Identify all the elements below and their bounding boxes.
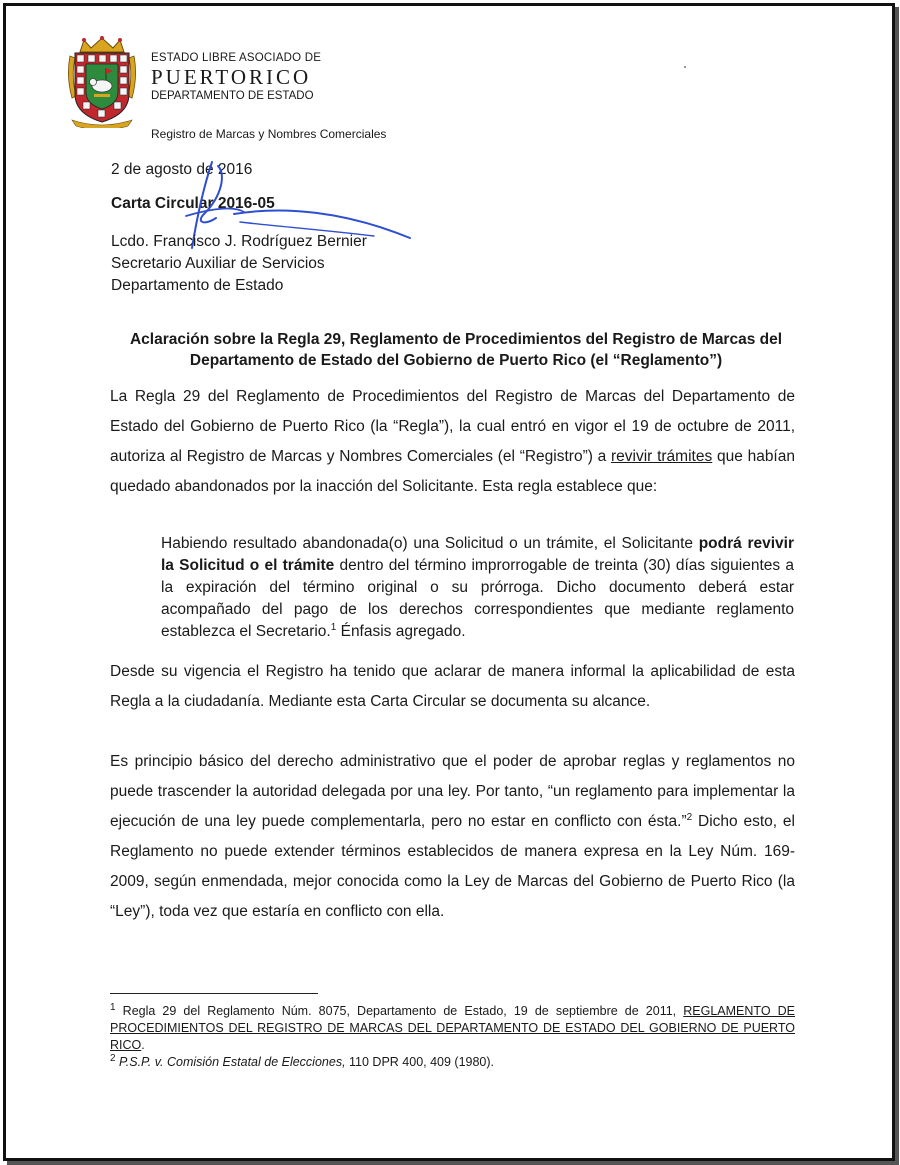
paragraph-1 [110, 382, 795, 502]
circular-number: Carta Circular 2016-05 [111, 195, 275, 212]
signer-block [111, 231, 367, 297]
footnote-2-number: 2 [110, 1052, 116, 1064]
paragraph-3-text-a: Es principio básico del derecho administrativo que el poder de aprobar reglas y reglamentos no puede trascender la autoridad delegada por una ley. Por tanto, “un reglamento para implementar la ejecución de una ley puede complementarla, pero no estar en conflicto con ésta.” [110, 753, 795, 830]
coat-of-arms-seal [66, 36, 138, 128]
footnote-2-case-name: P.S.P. v. Comisión Estatal de Elecciones, [115, 1055, 346, 1069]
paragraph-1-text-a: La Regla 29 del Reglamento de Procedimientos del Registro de Marcas del Departamento de Estado del Gobierno de Puerto Rico (la “Regla”), la cual entró en vigor el 19 de octubre de 2011, autoriza al Registro de Marcas y Nombres Comerciales (el “Registro”) a [110, 388, 795, 465]
quote-bold-text: podrá revivir la Solicitud o el trámite [161, 535, 795, 574]
paragraph-1-text-b: que habían quedado abandonados por la inacción del Solicitante. Esta regla establece que: [110, 448, 795, 495]
footnote-2-text: 110 DPR 400, 409 (1980). [345, 1055, 495, 1069]
footnote-1-number: 1 [110, 1001, 116, 1013]
title-line-2: Departamento de Estado del Gobierno de Puerto Rico (el “Reglamento”) [189, 352, 723, 369]
signer-department: Departamento de Estado [111, 277, 284, 294]
paragraph-3 [110, 747, 795, 927]
footnote-ref-1: 1 [330, 621, 337, 633]
block-quote [161, 533, 794, 643]
signer-name: Lcdo. Francisco J. Rodríguez Bernier [111, 233, 367, 250]
document-title [106, 329, 806, 371]
agency-line-1: ESTADO LIBRE ASOCIADO DE [151, 52, 322, 64]
document-page [3, 3, 895, 1161]
department-name: DEPARTAMENTO DE ESTADO [151, 90, 314, 102]
footnote-divider [110, 993, 318, 994]
footnotes [110, 1003, 795, 1071]
agency-header [151, 52, 321, 102]
letter-date: 2 de agosto de 2016 [111, 161, 253, 178]
registry-name: Registro de Marcas y Nombres Comerciales [151, 127, 387, 141]
quote-text-b: dentro del término improrrogable de treinta (30) días siguientes a la expiración del término original o su prórroga. Dicho documento deberá estar acompañado del pago de los derechos correspondientes que mediante reglamento establezca el Secretario. [161, 557, 794, 640]
footnote-1 [110, 1003, 795, 1054]
paragraph-3-text-b: Dicho esto, el Reglamento no puede extender términos establecidos de manera expresa en la Ley Núm. 169-2009, según enmendada, mejor conocida como la Ley de Marcas del Gobierno de Puerto Rico (la “Ley”), toda vez que estaría en conflicto con ella. [110, 813, 795, 920]
footnote-1-citation: REGLAMENTO DE PROCEDIMIENTOS DEL REGISTRO DE MARCAS DEL DEPARTAMENTO DE ESTADO DEL GOBIERNO DE PUERTO RICO [110, 1004, 795, 1052]
underlined-phrase: revivir trámites [611, 448, 713, 465]
quote-text-c: Énfasis agregado. [336, 623, 466, 640]
footnote-1-end: . [141, 1038, 145, 1052]
footnote-1-text: Regla 29 del Reglamento Núm. 8075, Departamento de Estado, 19 de septiembre de 2011, [115, 1004, 684, 1018]
signer-title: Secretario Auxiliar de Servicios [111, 255, 325, 272]
title-line-1: Aclaración sobre la Regla 29, Reglamento de Procedimientos del Registro de Marcas del [129, 331, 783, 348]
paragraph-2: Desde su vigencia el Registro ha tenido que aclarar de manera informal la aplicabilidad de esta Regla a la ciudadanía. Mediante esta Carta Circular se documenta su alcance. [110, 663, 795, 710]
quote-text-a: Habiendo resultado abandonada(o) una Solicitud o un trámite, el Solicitante [161, 535, 699, 552]
scan-speck [684, 66, 686, 68]
footnote-ref-2: 2 [686, 811, 693, 823]
footnote-2 [110, 1054, 795, 1071]
agency-name: PUERTORICO [151, 65, 312, 89]
